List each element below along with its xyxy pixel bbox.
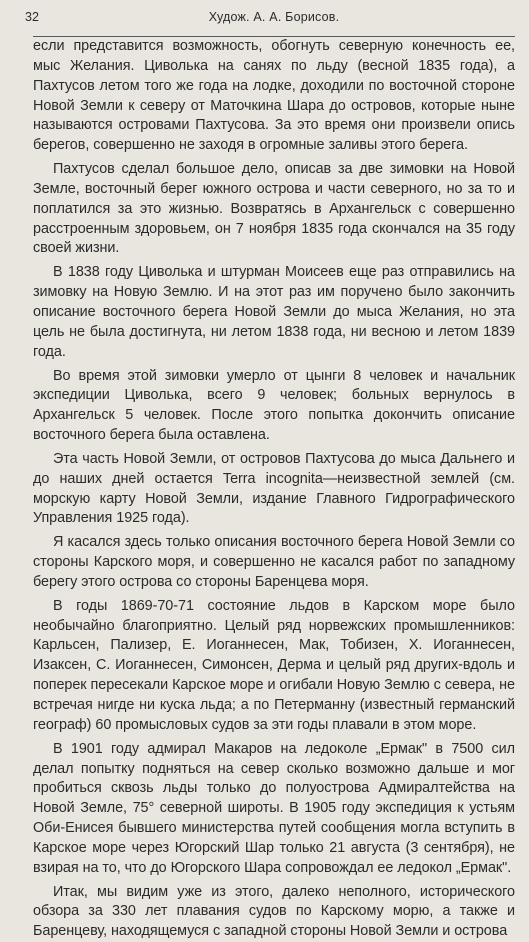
paragraph-6: Я касался здесь только описания восточного берега Новой Земли со стороны Карского моря, и совершенно не касался работ по западному берегу этого острова со стороны Баренцева моря. (33, 534, 515, 590)
running-head: Худож. А. А. Борисов. (208, 10, 340, 24)
paragraph-3: В 1838 году Циволька и штурман Моисеев еще раз отправились на зимовку на Новую Землю. И на этот раз им поручено было закончить описание восточного берега Новой Земли до мыса Желания, но эта цель не была достигнута, ни летом 1838 года, ни весною и летом 1839 года. (33, 264, 515, 360)
body-text (33, 37, 515, 942)
paragraph-4: Во время этой зимовки умерло от цынги 8 человек и начальник экспедиции Циволька, всего 9 человек; больных вернулось в Архангельск 5 человек. После этого попытка докончить описание восточного берега была оставлена. (33, 367, 515, 444)
paragraph-7: В годы 1869-70-71 состояние льдов в Карском море было необычайно благоприятно. Целый ряд норвежских промышленников: Карльсен, Пализер, Е. Иоганнесен, Мак, Тобизен, Х. Иоганнесен, Изаксен, С. Иоганнесен, Симонсен, Дерма и целый ряд других-вдоль и поперек пересекали Карское море и огибали Новую Землю с севера, не встречая нигде ни куска льда; а по Петерманну (известный германский географ) 60 промысловых судов за эти годы плавали в этом море. (33, 597, 515, 733)
paragraph-9: Итак, мы видим уже из этого, далеко неполного, исторического обзора за 330 лет плавания судов по Карскому морю, а также и Баренцеву, находящемуся с западной стороны Новой Земли и острова (33, 883, 515, 940)
paragraph-2: Пахтусов сделал большое дело, описав за две зимовки на Новой Земле, восточный берег южного острова и части северного, но за то и поплатился за это жизнью. Возвратясь в Архангельск с совершенно расстроенным здоровьем, он 7 ноября 1835 года скончался на 35 году своей жизни. (33, 161, 515, 257)
paragraph-1: если представится возможность, обогнуть северную конечность ее, мыс Желания. Циволька на санях по льду (весной 1835 года), а Пахтусов летом того же года на лодке, доходили по восточной стороне Новой Земли к северу от Маточкина Шара до островов, которые ныне называются островами Пахтусова. За это время они произвели опись берегов, совершенно не заходя в огромные заливы этого берега. (33, 38, 515, 154)
paragraph-8: В 1901 году адмирал Макаров на ледоколе „Ермак" в 7500 сил делал попытку подняться на север сколько возможно дальше и мог пробиться сквозь льды только до полуострова Адмиралтейства на Новой Земле, 75° северной широты. В 1905 году экспедиция к устьям Оби-Енисея бывшего министерства путей сообщения могла вступить в Карское море через Югорский Шар только 21 августа (3 сентября), не взирая на то, что до Югорского Шара сопровождал ее ледокол „Ермак". (33, 740, 515, 876)
page-header (25, 0, 515, 37)
page-number: 32 (25, 10, 39, 24)
paragraph-5: Эта часть Новой Земли, от островов Пахтусова до мыса Дальнего и до наших дней остается Terra incognita—неизвестной землей (см. морскую карту Новой Земли, издание Главного Гидрографического Управления 1925 года). (33, 450, 515, 527)
